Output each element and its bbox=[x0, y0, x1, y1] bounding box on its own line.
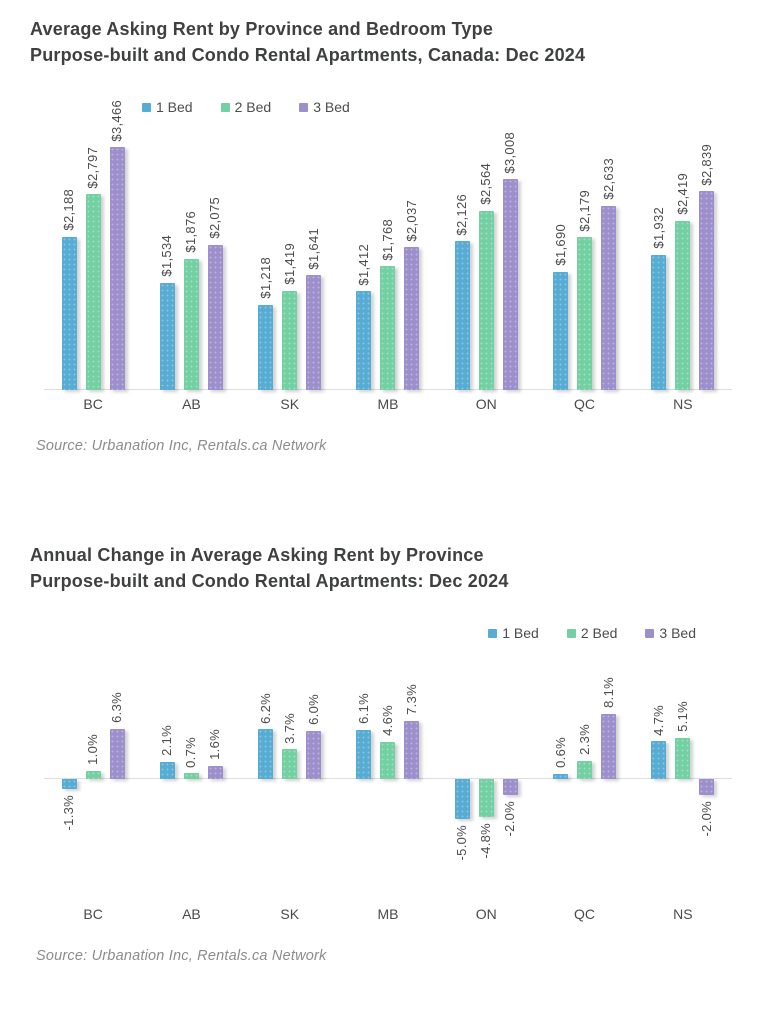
bar-value-label: $2,564 bbox=[478, 162, 494, 205]
bar-QC-2-bed bbox=[577, 761, 592, 779]
bar-QC-3-bed bbox=[601, 206, 616, 390]
bar-value-label: 0.7% bbox=[183, 736, 199, 768]
x-axis-label-SK: SK bbox=[280, 906, 300, 922]
bar-MB-2-bed bbox=[380, 742, 395, 779]
bar-group-SK bbox=[241, 113, 339, 390]
legend-label: 2 Bed bbox=[234, 99, 272, 115]
bar-NS-2-bed bbox=[675, 738, 690, 779]
legend-swatch-3-bed bbox=[299, 103, 308, 112]
legend-label: 1 Bed bbox=[156, 99, 193, 115]
bar-cell bbox=[306, 113, 321, 390]
x-axis-labels bbox=[44, 396, 732, 414]
bar-value-label: 0.6% bbox=[552, 737, 568, 769]
bar-NS-1-bed bbox=[651, 741, 666, 779]
bar-value-label: 1.0% bbox=[85, 734, 101, 765]
bar-value-label: $2,419 bbox=[674, 173, 690, 215]
bar-cell bbox=[258, 113, 273, 390]
bar-ON-1-bed bbox=[455, 779, 470, 819]
bar-cell bbox=[356, 113, 371, 390]
x-axis-label-MB: MB bbox=[377, 906, 399, 922]
bar-cell bbox=[577, 644, 592, 874]
bar-ON-1-bed bbox=[455, 241, 470, 390]
bar-MB-2-bed bbox=[380, 266, 395, 390]
bar-cell bbox=[553, 644, 568, 874]
bar-ON-2-bed bbox=[479, 211, 494, 390]
bar-group-BC bbox=[44, 644, 142, 874]
bar-BC-3-bed bbox=[110, 729, 125, 779]
bar-value-label: $3,466 bbox=[109, 99, 125, 142]
x-axis-label-NS: NS bbox=[673, 396, 693, 412]
bar-cell bbox=[577, 113, 592, 390]
bar-value-label: $1,768 bbox=[379, 218, 395, 261]
chart-1-title-line2: Purpose-built and Condo Rental Apartments, Canada: Dec 2024 bbox=[30, 45, 586, 65]
bar-cell bbox=[479, 113, 494, 390]
bar-value-label: 4.7% bbox=[650, 704, 666, 736]
bar-value-label: 2.3% bbox=[576, 723, 592, 755]
bar-cell bbox=[699, 113, 714, 390]
bar-BC-2-bed bbox=[86, 194, 101, 390]
bar-cell bbox=[380, 113, 395, 390]
annual-change-chart bbox=[0, 542, 768, 964]
x-axis-label-QC: QC bbox=[574, 906, 596, 922]
bar-cell bbox=[455, 113, 470, 390]
bar-cell bbox=[109, 99, 125, 390]
bar-cell bbox=[601, 644, 616, 874]
bar-BC-3-bed bbox=[110, 147, 125, 390]
bar-ON-3-bed bbox=[503, 779, 518, 795]
bar-group-NS bbox=[634, 113, 732, 390]
bar-value-label: $1,876 bbox=[183, 211, 199, 253]
bar-value-label: $2,126 bbox=[454, 193, 470, 236]
bar-cell bbox=[675, 644, 690, 874]
bar-value-label: 1.6% bbox=[207, 729, 223, 761]
bar-NS-3-bed bbox=[699, 779, 714, 795]
bar-cell bbox=[208, 113, 223, 390]
bar-cell bbox=[455, 644, 470, 874]
bar-group-AB bbox=[142, 644, 240, 874]
bar-cell bbox=[651, 644, 666, 874]
bar-MB-3-bed bbox=[404, 721, 419, 779]
bar-group-BC bbox=[44, 99, 142, 390]
bar-group-NS bbox=[634, 644, 732, 874]
bar-value-label: -4.8% bbox=[478, 823, 494, 859]
bar-ON-3-bed bbox=[503, 179, 518, 390]
bar-value-label: -1.3% bbox=[61, 795, 77, 831]
bar-cell bbox=[86, 644, 101, 874]
x-axis-label-AB: AB bbox=[182, 396, 201, 412]
bar-cell bbox=[110, 644, 125, 874]
bar-value-label: -2.0% bbox=[502, 801, 518, 837]
bar-cell bbox=[62, 113, 77, 390]
legend-swatch-1-bed bbox=[142, 103, 151, 112]
bar-cell bbox=[503, 113, 518, 390]
bar-group-QC bbox=[535, 113, 633, 390]
bar-cell bbox=[651, 113, 666, 390]
bar-cell bbox=[160, 113, 175, 390]
x-axis-label-BC: BC bbox=[83, 906, 103, 922]
bar-cell bbox=[282, 113, 297, 390]
x-axis-label-ON: ON bbox=[475, 396, 497, 412]
bar-value-label: $2,797 bbox=[85, 146, 101, 189]
x-axis-label-BC: BC bbox=[83, 396, 103, 412]
bar-BC-2-bed bbox=[86, 771, 101, 779]
bar-value-label: $2,633 bbox=[600, 158, 616, 200]
x-axis-label-AB: AB bbox=[182, 906, 201, 922]
bar-QC-1-bed bbox=[553, 774, 568, 779]
bar-SK-3-bed bbox=[306, 731, 321, 779]
bar-NS-3-bed bbox=[699, 191, 714, 390]
legend-swatch-2-bed bbox=[221, 103, 230, 112]
bar-AB-2-bed bbox=[184, 259, 199, 390]
bar-value-label: 6.1% bbox=[355, 693, 371, 725]
legend bbox=[0, 624, 696, 642]
bar-SK-3-bed bbox=[306, 275, 321, 390]
bar-SK-1-bed bbox=[258, 729, 273, 779]
bar-NS-2-bed bbox=[675, 221, 690, 390]
bar-QC-3-bed bbox=[601, 714, 616, 779]
bar-MB-3-bed bbox=[404, 247, 419, 390]
bar-MB-1-bed bbox=[356, 730, 371, 779]
rent-by-province-chart bbox=[0, 16, 768, 454]
bar-AB-2-bed bbox=[184, 773, 199, 779]
bar-cell bbox=[699, 644, 714, 874]
x-axis-label-ON: ON bbox=[475, 906, 497, 922]
chart-1-title-line1: Average Asking Rent by Province and Bedroom Type bbox=[30, 19, 494, 39]
bar-cell bbox=[184, 113, 199, 390]
x-axis-label-NS: NS bbox=[673, 906, 693, 922]
bar-group-SK bbox=[241, 644, 339, 874]
bar-MB-1-bed bbox=[356, 291, 371, 390]
bar-value-label: $2,179 bbox=[576, 189, 592, 232]
bar-cell bbox=[86, 113, 101, 390]
source-note: Source: Urbanation Inc, Rentals.ca Network bbox=[36, 948, 327, 964]
x-axis-label-MB: MB bbox=[377, 396, 399, 412]
bar-SK-2-bed bbox=[282, 291, 297, 390]
bar-value-label: 2.1% bbox=[159, 725, 175, 757]
bar-value-label: $1,534 bbox=[159, 235, 175, 277]
bar-value-label: 7.3% bbox=[403, 683, 419, 715]
bar-BC-1-bed bbox=[62, 237, 77, 390]
bar-QC-1-bed bbox=[553, 272, 568, 390]
bar-ON-2-bed bbox=[479, 779, 494, 817]
bar-NS-1-bed bbox=[651, 255, 666, 390]
chart-2-title bbox=[30, 542, 738, 594]
chart-2-title-line2: Purpose-built and Condo Rental Apartments: Dec 2024 bbox=[30, 571, 509, 591]
legend-label: 1 Bed bbox=[502, 625, 539, 641]
bar-value-label: $3,008 bbox=[502, 131, 518, 174]
bar-AB-3-bed bbox=[208, 245, 223, 390]
bar-AB-1-bed bbox=[160, 762, 175, 779]
bar-value-label: 4.6% bbox=[379, 705, 395, 737]
x-axis-label-QC: QC bbox=[574, 396, 596, 412]
bar-value-label: $1,690 bbox=[552, 224, 568, 266]
bar-value-label: 6.2% bbox=[257, 692, 273, 724]
chart-2-title-line1: Annual Change in Average Asking Rent by Province bbox=[30, 545, 484, 565]
source-note: Source: Urbanation Inc, Rentals.ca Network bbox=[36, 438, 327, 454]
legend-swatch-1-bed bbox=[488, 629, 497, 638]
bar-value-label: -5.0% bbox=[454, 825, 470, 861]
x-axis-labels bbox=[44, 906, 732, 924]
bar-cell bbox=[208, 644, 223, 874]
bar-SK-2-bed bbox=[282, 749, 297, 779]
bar-value-label: $1,419 bbox=[281, 243, 297, 285]
bar-cell bbox=[675, 113, 690, 390]
legend-swatch-2-bed bbox=[567, 629, 576, 638]
bar-cell bbox=[356, 644, 371, 874]
bar-cell bbox=[503, 644, 518, 874]
bar-value-label: $1,218 bbox=[257, 257, 273, 299]
bar-value-label: 3.7% bbox=[281, 712, 297, 744]
legend-label: 3 Bed bbox=[313, 99, 350, 115]
plot bbox=[44, 644, 732, 874]
bar-value-label: 8.1% bbox=[600, 677, 616, 709]
bar-value-label: 6.0% bbox=[305, 694, 321, 725]
bar-group-QC bbox=[535, 644, 633, 874]
legend-swatch-3-bed bbox=[645, 629, 654, 638]
bar-cell bbox=[160, 644, 175, 874]
bar-AB-3-bed bbox=[208, 766, 223, 779]
x-axis-label-SK: SK bbox=[280, 396, 300, 412]
bar-group-ON bbox=[437, 644, 535, 874]
bar-cell bbox=[184, 644, 199, 874]
bar-cell bbox=[282, 644, 297, 874]
legend-item-2-bed bbox=[567, 625, 618, 641]
bar-group-ON bbox=[437, 113, 535, 390]
bar-cell bbox=[601, 113, 616, 390]
bar-value-label: 6.3% bbox=[109, 691, 125, 723]
bar-QC-2-bed bbox=[577, 237, 592, 390]
bar-cell bbox=[553, 113, 568, 390]
bar-group-AB bbox=[142, 113, 240, 390]
bar-value-label: $2,188 bbox=[61, 189, 77, 231]
bar-group-MB bbox=[339, 644, 437, 874]
bar-AB-1-bed bbox=[160, 283, 175, 390]
bar-cell bbox=[380, 644, 395, 874]
bar-value-label: $1,641 bbox=[305, 227, 321, 270]
legend-label: 3 Bed bbox=[659, 625, 696, 641]
bar-value-label: $1,412 bbox=[355, 243, 371, 286]
legend-item-1-bed bbox=[488, 625, 539, 641]
legend-item-3-bed bbox=[645, 625, 696, 641]
bar-value-label: $2,839 bbox=[698, 143, 714, 186]
legend-label: 2 Bed bbox=[580, 625, 618, 641]
bar-value-label: $2,037 bbox=[403, 199, 419, 242]
bar-cell bbox=[404, 644, 419, 874]
bar-cell bbox=[404, 113, 419, 390]
bar-cell bbox=[306, 644, 321, 874]
chart-1-title bbox=[30, 16, 738, 68]
bar-value-label: $2,075 bbox=[207, 197, 223, 239]
bar-value-label: -2.0% bbox=[698, 801, 714, 837]
bar-cell bbox=[258, 644, 273, 874]
bar-value-label: $1,932 bbox=[650, 207, 666, 249]
bar-SK-1-bed bbox=[258, 305, 273, 390]
bar-BC-1-bed bbox=[62, 779, 77, 789]
bar-group-MB bbox=[339, 113, 437, 390]
bar-value-label: 5.1% bbox=[674, 701, 690, 733]
bar-cell bbox=[62, 644, 77, 874]
bar-cell bbox=[479, 644, 494, 874]
